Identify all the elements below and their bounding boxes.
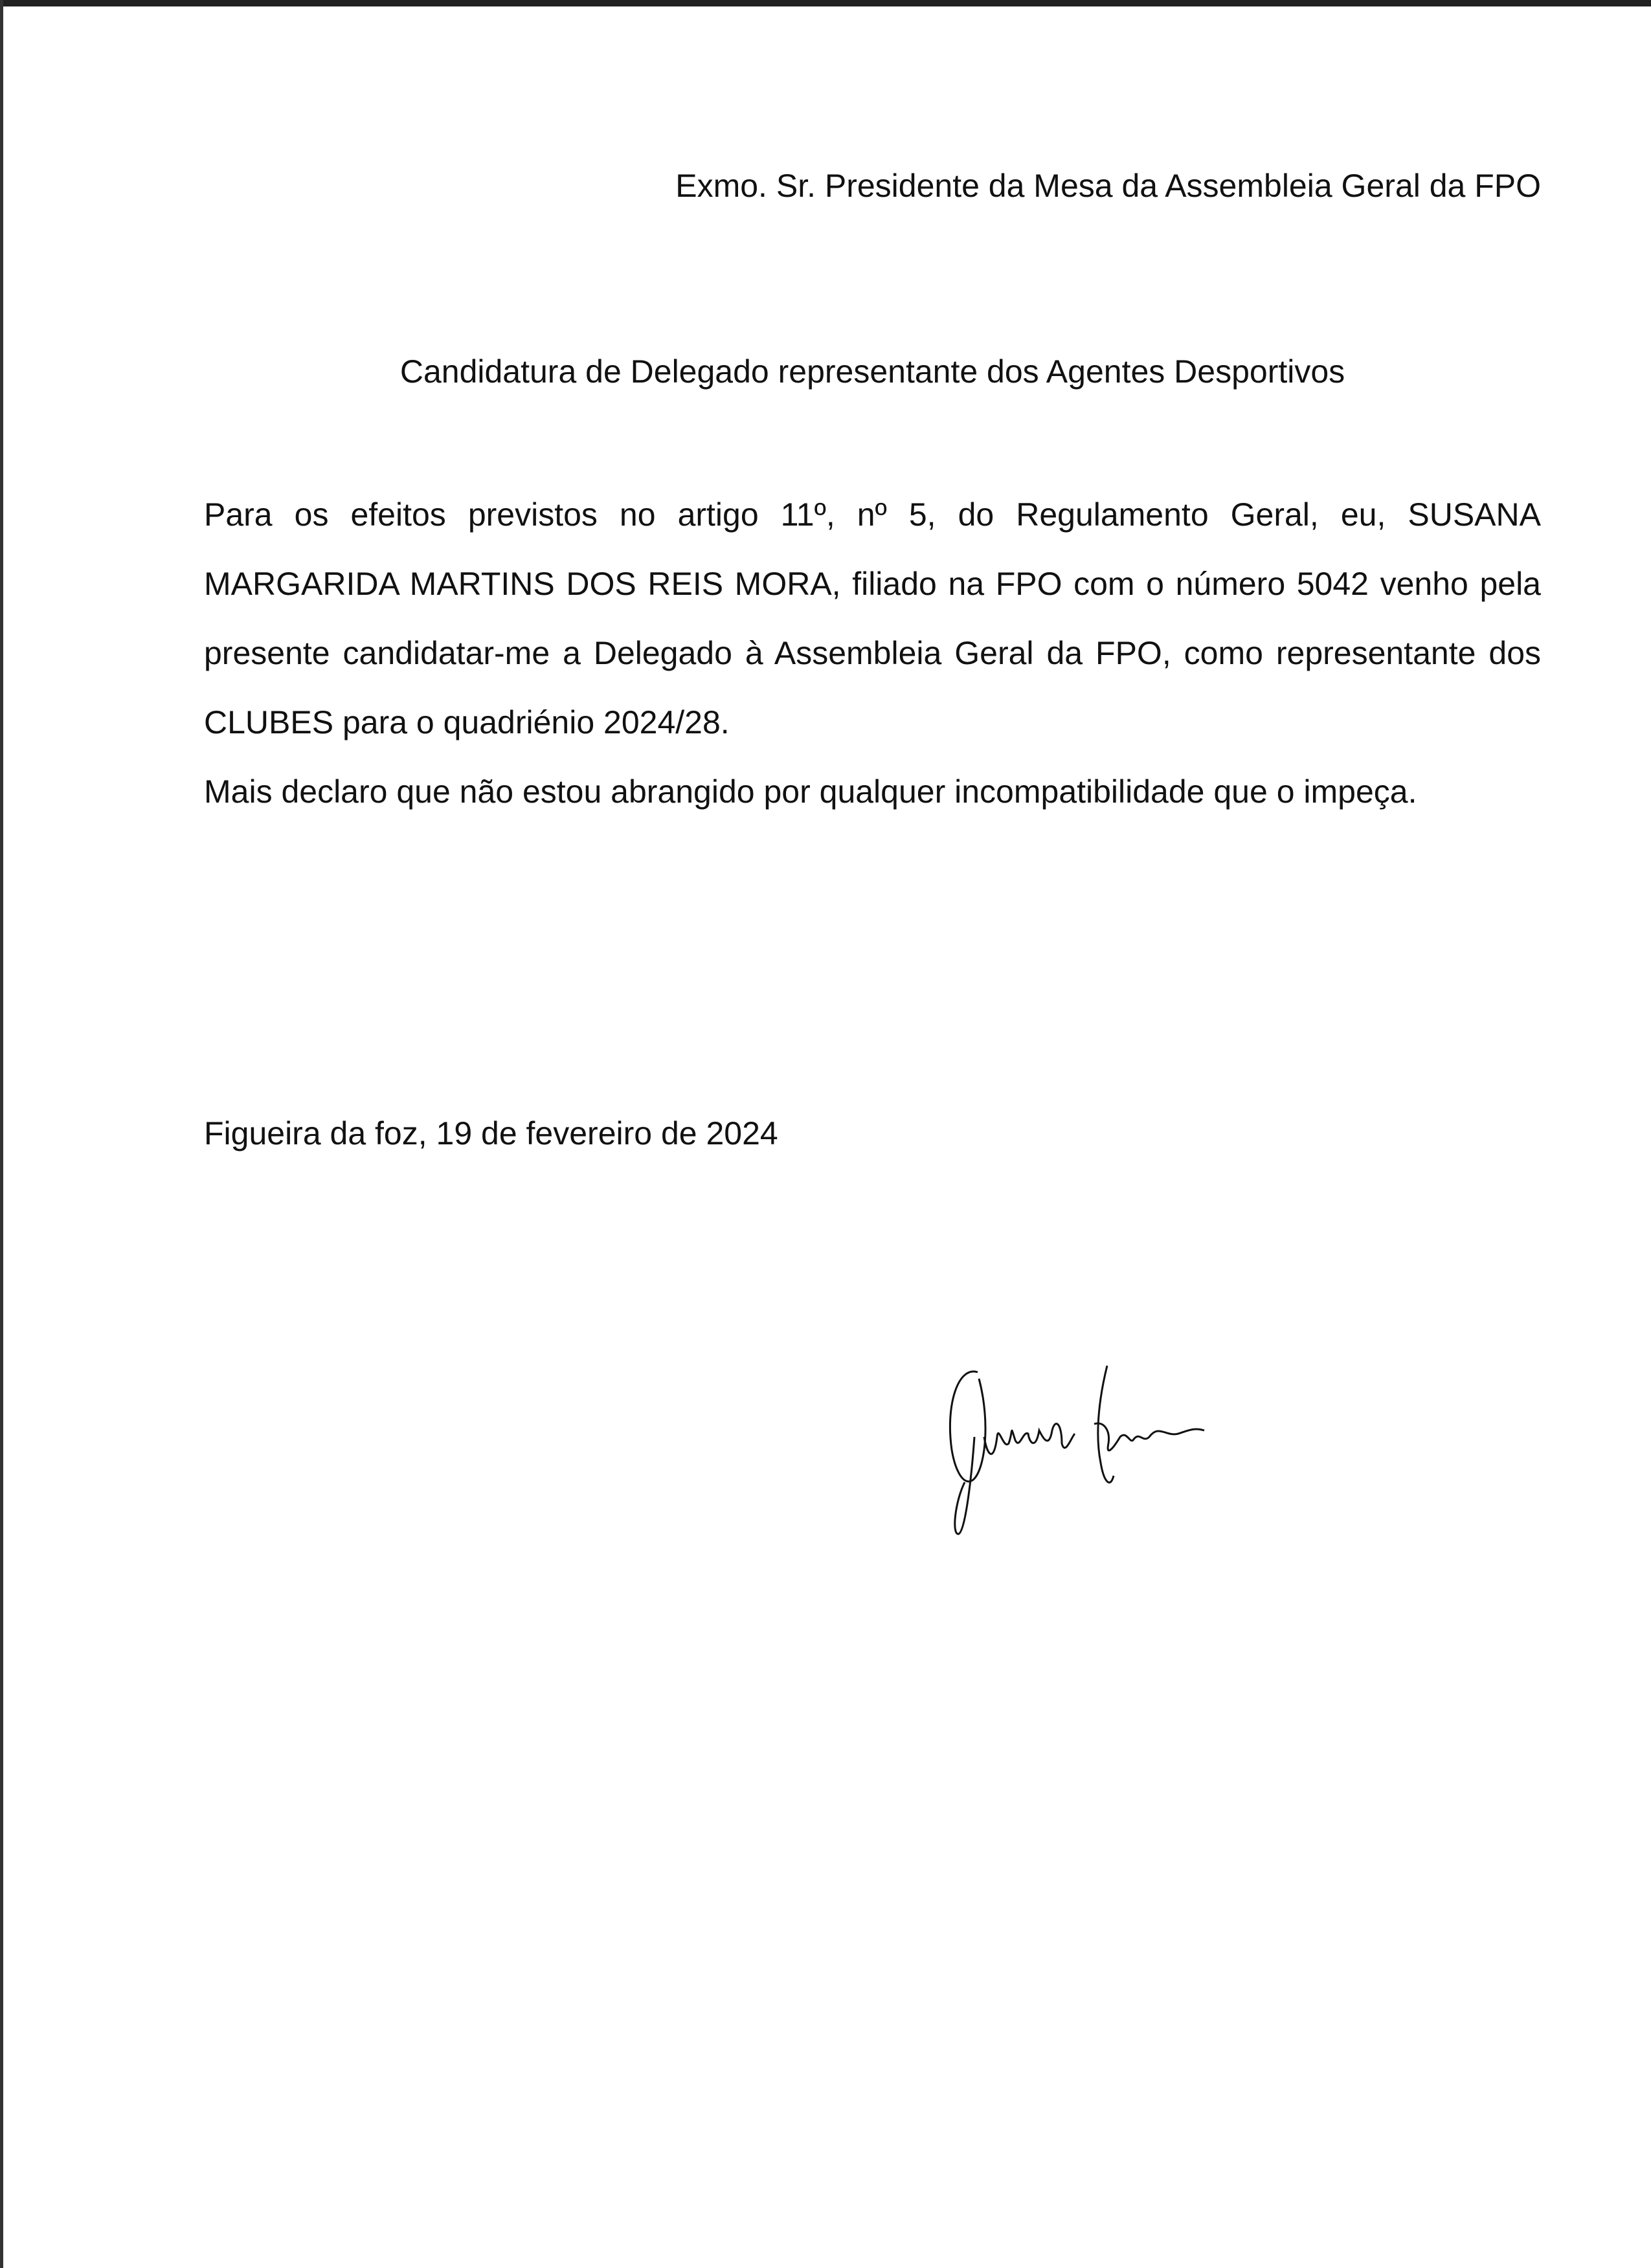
body-line: Para os efeitos previstos no artigo 11º, nº 5, do Regulamento Geral, eu, SUSANA: [204, 496, 1541, 533]
body-line: MARGARIDA MARTINS DOS REIS MORA, filiado na FPO com o número 5042 venho pela: [204, 566, 1541, 602]
document-title: Candidatura de Delegado representante dos Agentes Desportivos: [399, 353, 1345, 390]
body-paragraph: [204, 492, 1541, 838]
date-line: Figueira da foz, 19 de fevereiro de 2024: [204, 1115, 778, 1151]
body-line: CLUBES para o quadriénio 2024/28.: [204, 704, 730, 740]
scan-top-edge: [0, 0, 1651, 6]
addressee: Exmo. Sr. Presidente da Mesa da Assembleia Geral da FPO: [675, 168, 1541, 204]
body-line: Mais declaro que não estou abrangido por qualquer incompatibilidade que o impeça.: [204, 773, 1417, 810]
body-line: presente candidatar-me a Delegado à Assembleia Geral da FPO, como representante dos: [204, 635, 1541, 671]
handwritten-signature: [939, 1353, 1237, 1547]
scan-left-edge: [0, 0, 3, 2268]
